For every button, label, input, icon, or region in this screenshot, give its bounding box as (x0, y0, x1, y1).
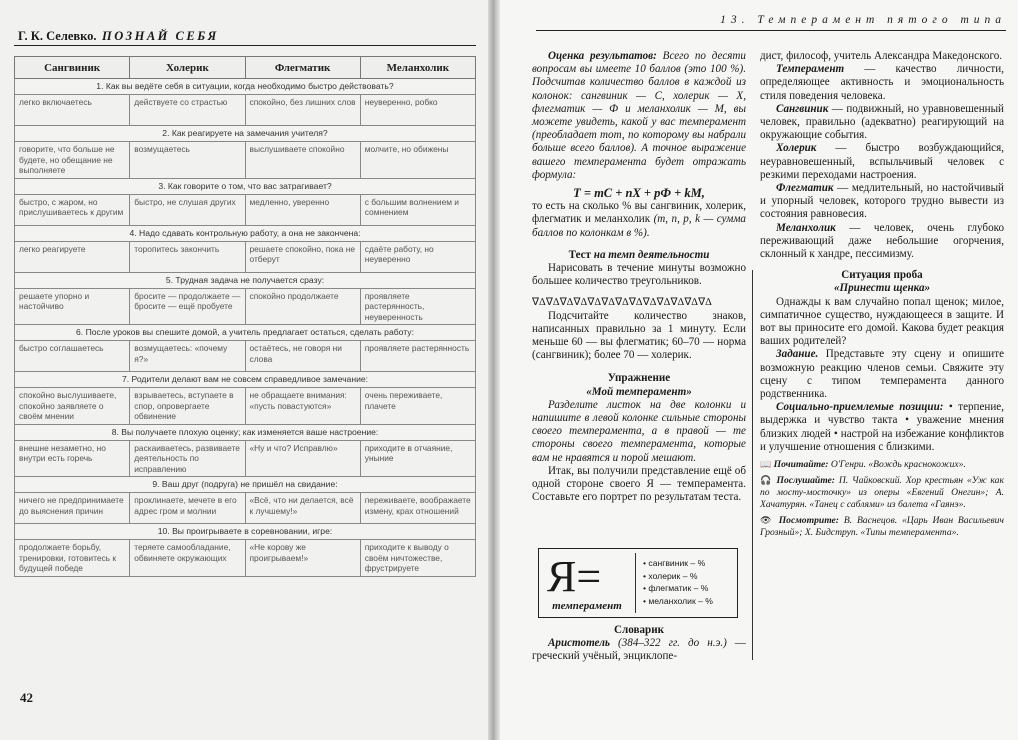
definition-text: — человек, очень глубоко переживающий даже небольшие огорчения, склонный к хандре, пессимизму. (760, 221, 1004, 261)
answer-cell: бросите — продолжаете — бросите — ещё пробуете (130, 288, 245, 325)
answer-cell: очень переживаете, плачете (360, 388, 475, 425)
answer-cell: выслушиваете спокойно (245, 142, 360, 179)
reference-item (760, 474, 1004, 511)
question-row (15, 272, 476, 288)
aristotle-name: Аристотель (548, 637, 610, 650)
answer-cell: быстро соглашаетесь (15, 341, 130, 372)
eye-icon: 👁 (760, 515, 774, 526)
reference-item (760, 458, 1004, 471)
question-row (15, 325, 476, 341)
exercise-subheading: «Мой темперамент» (586, 385, 692, 398)
header-choleric: Холерик (130, 57, 245, 79)
temperament-table (14, 56, 476, 577)
answer-cell: проклинаете, мечете в его адрес гром и молнии (130, 493, 245, 524)
skills-text: • терпение, выдержка и чувство такта • уважение мнения близких людей • настрой на избежание конфликтов и улучшение отношения с близкими. (760, 401, 1004, 453)
definitions-list (760, 63, 1004, 261)
answer-cell: продолжаете борьбу, тренировки, готовитесь к будущей победе (15, 540, 130, 577)
definition-text: — медлительный, но настойчивый и упорный человек, которого трудно вывести из состояния равновесия. (760, 182, 1004, 221)
reference-text: П. Чайковский. Хор крестьян «Уж как по мосту-мосточку» из оперы «Евгений Онегин»; А. Хачатурян. «Танец с саблями» из балета «Гаянэ». (760, 475, 1004, 511)
box-big-letter: Я= (547, 552, 602, 601)
situation-text: Однажды к вам случайно попал щенок; милое, симпатичное существо, нуждающееся в защите. И вот вы приносите его домой. Какова будет реакция ваших родителей? (760, 295, 1004, 348)
scoring-label: Оценка результатов: (548, 50, 657, 62)
table-header-row (15, 57, 476, 79)
right-column-2 (760, 50, 1004, 539)
situation-subheading: «Принести щенка» (833, 282, 931, 295)
glossary-aristotle (532, 637, 746, 663)
question-cell: 4. Надо сдавать контрольную работу, а она не закончена: (15, 225, 476, 241)
question-cell: 8. Вы получаете плохую оценку; как изменяется ваше настроение: (15, 424, 476, 440)
answer-cell: внешне незаметно, но внутри есть горечь (15, 440, 130, 477)
question-cell: 7. Родители делают вам не совсем справедливое замечание: (15, 372, 476, 388)
answer-row (15, 388, 476, 425)
header-phlegmatic: Флегматик (245, 57, 360, 79)
page-number: 42 (20, 690, 33, 705)
definition-term: Меланхолик (776, 221, 836, 234)
temperament-formula-box (538, 548, 738, 618)
definition-text: — качество личности, определяющее активность и эмоциональность стиля поведения человека. (760, 63, 1004, 102)
book-icon: 📖 (760, 459, 772, 470)
answer-cell: говорите, что больше не будете, но обещание не выполняете (15, 142, 130, 179)
formula-explanation (532, 200, 746, 240)
answer-cell: теряете самообладание, обвиняете окружающих (130, 540, 245, 577)
definition-item (760, 142, 1004, 182)
glossary-block (532, 624, 746, 664)
exercise-heading: Упражнение (607, 372, 671, 385)
definition-term: Сангвиник (776, 102, 829, 115)
list-item: • сангвиник – % (643, 558, 706, 568)
list-item: • флегматик – % (643, 583, 709, 593)
question-row (15, 424, 476, 440)
reference-text: О'Генри. «Вождь краснокожих». (830, 459, 966, 471)
answer-cell: приходите к выводу о своём ничтожестве, фрустрируете (360, 540, 475, 577)
definition-term: Темперамент (776, 63, 845, 76)
definition-term: Флегматик (776, 182, 834, 195)
answer-cell: возмущаетесь (130, 142, 245, 179)
answer-cell: сдаёте работу, но неуверенно (360, 241, 475, 272)
definition-text: — подвижный, но уравновешенный человек, правильно (адекватно) реагирующий на окружающие события. (760, 102, 1004, 142)
box-label: темперамент (552, 600, 622, 612)
task-label: Задание. (776, 348, 819, 361)
answer-cell: быстро, не слушая других (130, 194, 245, 225)
list-item: • холерик – % (643, 570, 698, 581)
question-cell: 10. Вы проигрываете в соревновании, игре: (15, 524, 476, 540)
conclusion-text: Итак, вы получили представление ещё об одной стороне своего Я — темперамента. Составьте его портрет по результатам теста. (532, 464, 746, 504)
count-text: Подсчитайте количество знаков, написанных правильно за 1 минуту. Если меньше 60 — вы флегматик; 60–70 — норма (сангвиник); более 70 — холерик. (532, 309, 746, 362)
task-text: Представьте эту сцену и опишите возможную реакцию членов семьи. Свяжите эту сцену с типом темперамента данного родственника. (760, 348, 1004, 401)
formula: T = mC + nX + pФ + kM, (573, 186, 705, 201)
skills-label: Социально-приемлемые позиции: (776, 401, 944, 414)
definition-item (760, 222, 1004, 262)
reference-item (760, 514, 1004, 539)
definition-term: Холерик (776, 142, 817, 155)
question-row (15, 225, 476, 241)
book-gutter (488, 0, 500, 740)
answer-row (15, 341, 476, 372)
answer-cell: проявляете растерянность, неуверенность (360, 288, 475, 325)
answer-cell: проявляете растерянность (360, 341, 475, 372)
answer-cell: действуете со страстью (130, 95, 245, 126)
answer-cell: «Ну и что? Исправлю» (245, 440, 360, 477)
glossary-heading: Словарик (614, 624, 664, 636)
book-title: ПОЗНАЙ СЕБЯ (102, 29, 219, 43)
question-cell: 5. Трудная задача не получается сразу: (15, 272, 476, 288)
box-list (643, 557, 713, 607)
list-item: • меланхолик – % (643, 595, 713, 606)
header-melancholic: Меланхолик (360, 57, 475, 79)
answer-cell: переживаете, воображаете измену, крах отношений (360, 493, 475, 524)
skills-paragraph (760, 401, 1004, 454)
question-row (15, 178, 476, 194)
answer-cell: не обращаете внимания: «пусть повастуются» (245, 388, 360, 425)
left-running-header (14, 28, 476, 46)
answer-cell: остаётесь, не говоря ни слова (245, 341, 360, 372)
column-divider (752, 270, 753, 660)
answer-cell: «Всё, что ни делается, всё к лучшему!» (245, 493, 360, 524)
right-running-header: 13. Темперамент пятого типа (536, 14, 1006, 31)
author-name: Г. К. Селевко. (18, 29, 97, 43)
situation-heading: Ситуация проба (841, 269, 923, 282)
answer-cell: спокойно, без лишних слов (245, 95, 360, 126)
question-row (15, 477, 476, 493)
definition-item (760, 63, 1004, 103)
answer-row (15, 540, 476, 577)
answer-row (15, 493, 476, 524)
test-text: Нарисовать в течение минуты возможно большее количество треугольников. (532, 262, 746, 288)
answer-row (15, 288, 476, 325)
answer-row (15, 440, 476, 477)
reference-text: В. Васнецов. «Царь Иван Васильевич Грозный»; Х. Бидструп. «Типы темперамента». (760, 515, 1004, 539)
answer-cell: спокойно выслушиваете, спокойно заявляете о своём мнении (15, 388, 130, 425)
question-cell: 9. Ваш друг (подруга) не пришёл на свидание: (15, 477, 476, 493)
answer-cell: решаете спокойно, пока не отберут (245, 241, 360, 272)
aristotle-dates: (384–322 гг. до н.э.) (618, 637, 727, 650)
scoring-text: Всего по десяти вопросам вы имеете 10 баллов (это 100 %). Подсчитав количество баллов в каждой из колонок: сангвиник — С, холерик — Х, флегматик — Ф и меланхолик — М, вы можете увидеть, какой у вас темперамент (преобладает тот, по которому вы набрали больше всего баллов). А точное выражение вашего темперамента будет отражать формула: (532, 50, 746, 181)
references-list (760, 458, 1004, 539)
answer-row (15, 241, 476, 272)
question-row (15, 126, 476, 142)
test-heading (532, 249, 746, 262)
triangles-row: ∇∆∇∆∇∆∇∆∇∆∇∆∇∆∇∆∇∆∇∆∇∆∇∆∇∆ (532, 297, 713, 309)
test-heading-plain: Тест (568, 248, 594, 261)
header-sanguine: Сангвиник (15, 57, 130, 79)
answer-cell: неуверенно, робко (360, 95, 475, 126)
answer-cell: «Не корову же проигрываем!» (245, 540, 360, 577)
exercise-text: Разделите листок на две колонки и напишите в левой колонке сильные стороны своего темперамента, а в правой — те стороны своего темперамента, которые вам не нравятся и порой мешают. (532, 398, 746, 464)
answer-cell: легко включаетесь (15, 95, 130, 126)
answer-cell: приходите в отчаяние, уныние (360, 440, 475, 477)
answer-cell: взрываетесь, вступаете в спор, опровергаете обвинение (130, 388, 245, 425)
question-row (15, 372, 476, 388)
reference-label: Посмотрите: (778, 515, 839, 527)
question-cell: 3. Как говорите о том, что вас затрагивает? (15, 178, 476, 194)
answer-cell: возмущаетесь: «почему я?» (130, 341, 245, 372)
answer-cell: решаете упорно и настойчиво (15, 288, 130, 325)
scoring-paragraph (532, 50, 746, 182)
definition-item (760, 182, 1004, 222)
answer-cell: спокойно продолжаете (245, 288, 360, 325)
aristotle-continued: дист, философ, учитель Александра Македонского. (760, 50, 1003, 62)
answer-cell: торопитесь закончить (130, 241, 245, 272)
right-column-1 (532, 50, 746, 505)
answer-row (15, 142, 476, 179)
formula-expl-italic: (m, n, p, k — сумма баллов по колонкам в %). (532, 213, 746, 239)
definition-text: — быстро возбуждающийся, неуравновешенный, вспыльчивый человек с резкими переходами настроения. (760, 142, 1004, 181)
question-row (15, 524, 476, 540)
answer-cell: легко реагируете (15, 241, 130, 272)
task-paragraph (760, 348, 1004, 401)
answer-cell: ничего не предпринимаете до выяснения причин (15, 493, 130, 524)
box-separator (635, 553, 636, 613)
headphones-icon: 🎧 (760, 475, 773, 486)
answer-cell: медленно, уверенно (245, 194, 360, 225)
test-heading-italic: на темп деятельности (593, 248, 710, 261)
answer-cell: быстро, с жаром, но прислушиваетесь к другим (15, 194, 130, 225)
answer-cell: молчите, но обижены (360, 142, 475, 179)
aristotle-text: — греческий учёный, энциклопе- (532, 637, 747, 663)
question-cell: 2. Как реагируете на замечания учителя? (15, 126, 476, 142)
answer-cell: раскаиваетесь, развиваете деятельность по исправлению (130, 440, 245, 477)
question-cell: 6. После уроков вы спешите домой, а учитель предлагает остаться, сделать работу: (15, 325, 476, 341)
question-row (15, 79, 476, 95)
formula-expl-plain: то есть на сколько % вы сангвиник, холерик, флегматик и меланхолик (532, 200, 746, 226)
definition-item (760, 103, 1004, 143)
reference-label: Почитайте: (773, 459, 829, 471)
answer-row (15, 194, 476, 225)
answer-row (15, 95, 476, 126)
answer-cell: с большим волнением и сомнением (360, 194, 475, 225)
question-cell: 1. Как вы ведёте себя в ситуации, когда необходимо быстро действовать? (15, 79, 476, 95)
reference-label: Послушайте: (776, 475, 835, 487)
